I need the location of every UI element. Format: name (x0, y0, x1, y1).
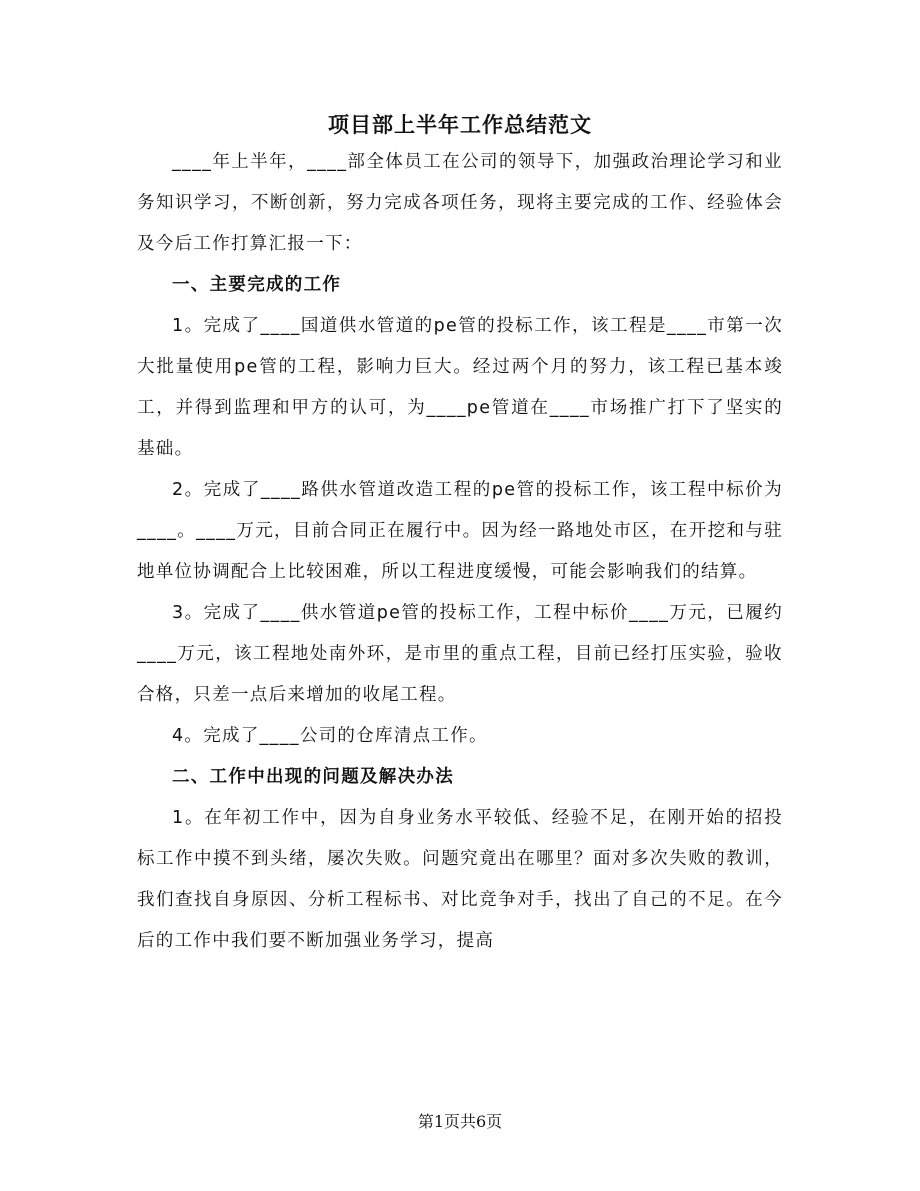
page-footer: 第1页共6页 (417, 1112, 503, 1131)
work-item-1: 1。完成了____国道供水管道的pe管的投标工作，该工程是____市第一次大批量使用pe管的工程，影响力巨大。经过两个月的努力，该工程已基本竣工，并得到监理和甲方的认可，为____pe管道在____市场推广打下了坚实的基础。 (137, 316, 783, 459)
section-heading-main-work: 一、主要完成的工作 (172, 275, 342, 295)
document-body (137, 142, 783, 962)
work-item-2: 2。完成了____路供水管道改造工程的pe管的投标工作，该工程中标价为____。____万元，目前合同正在履行中。因为经一路地处市区，在开挖和与驻地单位协调配合上比较困难，所以工程进度缓慢，可能会影响我们的结算。 (137, 480, 783, 582)
work-item-4: 4。完成了____公司的仓库清点工作。 (172, 726, 488, 746)
intro-paragraph: ____年上半年，____部全体员工在公司的领导下，加强政治理论学习和业务知识学习，不断创新，努力完成各项任务，现将主要完成的工作、经验体会及今后工作打算汇报一下： (137, 152, 783, 254)
section-heading-problems: 二、工作中出现的问题及解决办法 (172, 767, 454, 787)
work-item-3: 3。完成了____供水管道pe管的投标工作，工程中标价____万元，已履约____万元，该工程地处南外环，是市里的重点工程，目前已经打压实验，验收合格，只差一点后来增加的收尾工程。 (137, 603, 783, 705)
problem-item-1: 1。在年初工作中，因为自身业务水平较低、经验不足，在刚开始的招投标工作中摸不到头绪，屡次失败。问题究竟出在哪里？面对多次失败的教训，我们查找自身原因、分析工程标书、对比竞争对手，找出了自己的不足。在今后的工作中我们要不断加强业务学习，提高 (137, 808, 783, 951)
document-title: 项目部上半年工作总结范文 (328, 112, 592, 137)
